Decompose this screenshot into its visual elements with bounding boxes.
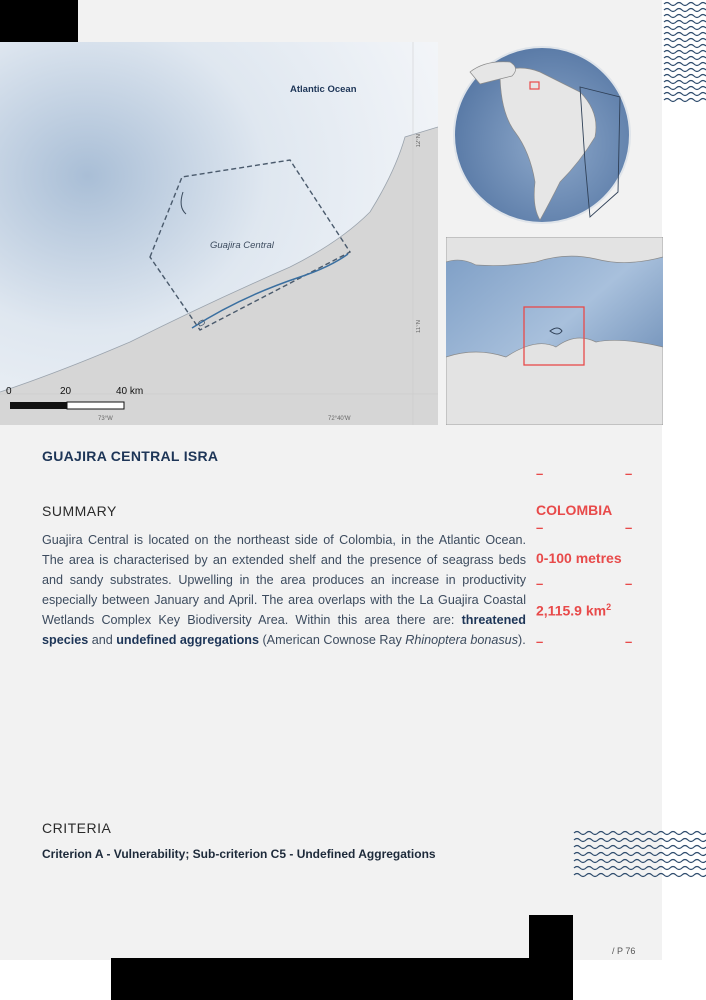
map-ocean-label: Atlantic Ocean xyxy=(290,84,357,95)
globe-map xyxy=(440,42,662,232)
decor-block-bottom xyxy=(111,958,573,1000)
summary-paren-close: ). xyxy=(518,633,526,647)
area-stat xyxy=(536,602,611,619)
divider: – xyxy=(536,634,544,649)
species-name: Rhinoptera bonasus xyxy=(405,633,518,647)
map-area-label: Guajira Central xyxy=(210,240,274,251)
keyword-aggregations: undefined aggregations xyxy=(116,633,259,647)
criteria-text: Criterion A - Vulnerability; Sub-criterion C5 - Undefined Aggregations xyxy=(42,847,436,861)
scale-label: 20 xyxy=(60,386,72,397)
map-lat-label: 11°N xyxy=(416,320,422,333)
wave-pattern-bottom xyxy=(572,828,706,880)
map-lon-label: 73°W xyxy=(98,416,113,422)
summary-heading: SUMMARY xyxy=(42,503,117,519)
divider: – xyxy=(625,466,633,481)
criteria-heading: CRITERIA xyxy=(42,820,112,836)
area-value: 2,115.9 km xyxy=(536,602,607,619)
divider: – xyxy=(536,520,544,535)
page-number: / P 76 xyxy=(612,946,636,956)
divider: – xyxy=(625,520,633,535)
summary-conjunction: and xyxy=(88,633,117,647)
decor-block-top xyxy=(0,0,78,42)
wave-pattern-top xyxy=(662,0,706,104)
divider: – xyxy=(536,576,544,591)
area-unit-sup: 2 xyxy=(606,602,612,612)
scale-label: 0 xyxy=(6,386,12,397)
country-stat: COLOMBIA xyxy=(536,502,613,518)
depth-stat: 0-100 metres xyxy=(536,550,622,566)
keyword-threatened: threatened species xyxy=(42,613,526,647)
main-map[interactable] xyxy=(0,42,438,425)
scale-bar-dark xyxy=(10,402,67,409)
page-title: GUAJIRA CENTRAL ISRA xyxy=(42,448,219,464)
scale-bar-light xyxy=(67,402,124,409)
map-lat-label: 12°N xyxy=(416,134,422,148)
scale-label: 40 km xyxy=(116,386,144,397)
summary-paragraph xyxy=(42,530,526,650)
map-lon-label: 72°40'W xyxy=(328,416,351,422)
regional-inset-map xyxy=(446,237,663,425)
divider: – xyxy=(625,634,633,649)
divider: – xyxy=(536,466,544,481)
divider: – xyxy=(625,576,633,591)
summary-paren: (American Cownose Ray xyxy=(258,633,406,647)
summary-text: Guajira Central is located on the northeast side of Colombia, in the Atlantic Ocean. The area is characterised by an extended shelf and the presence of seagrass beds and sandy substrates. Upwelling in the area produces an increase in productivity especially between January and April. The area overlaps with the La Guajira Coastal Wetlands Complex Key Biodiversity Area. Within this area there are: xyxy=(42,533,526,627)
